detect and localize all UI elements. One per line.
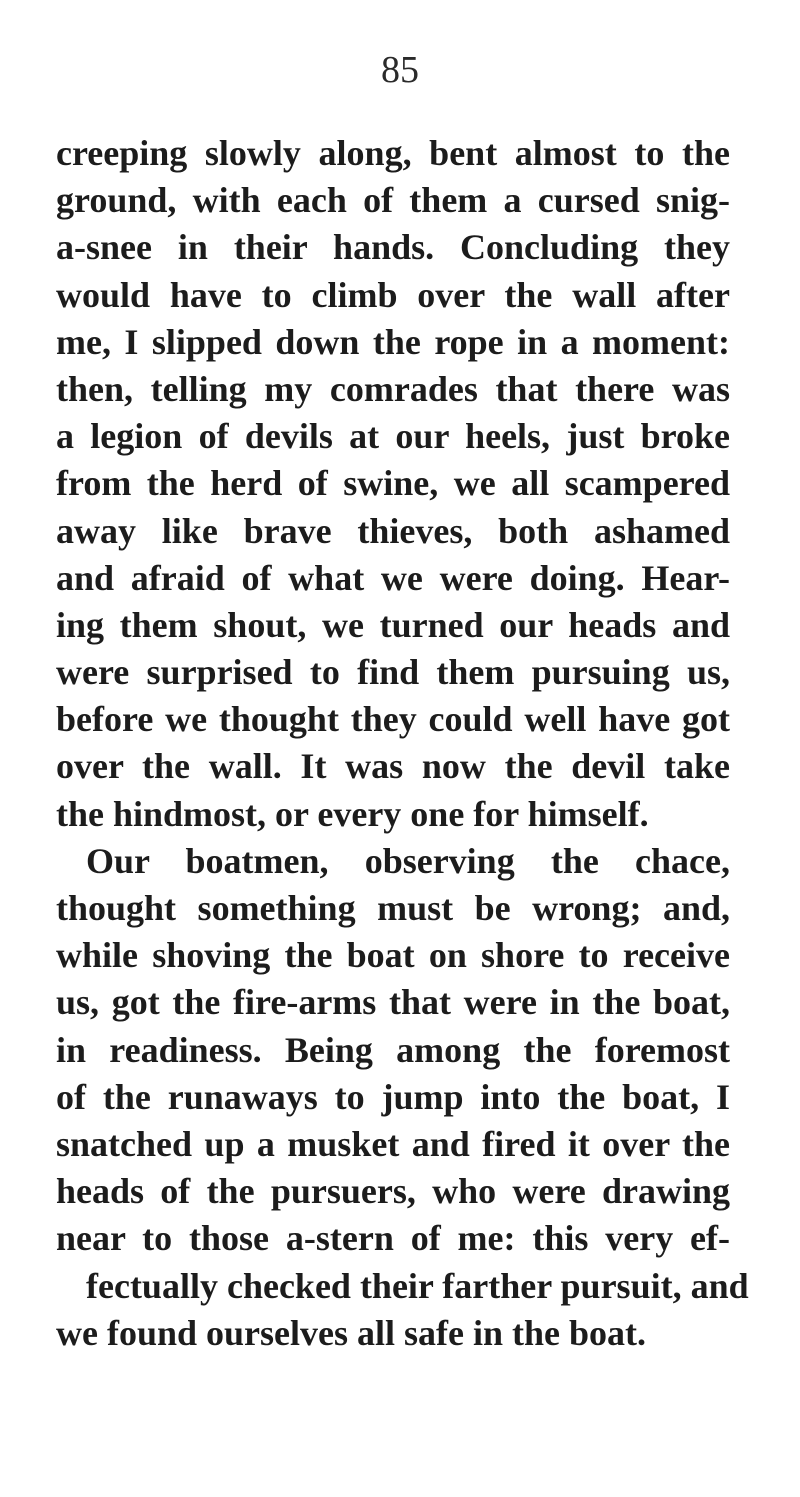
text-line: while shoving the boat on shore to receive <box>56 935 730 976</box>
text-line: Our boatmen, observing the chace, <box>86 840 730 881</box>
text-line: snatched up a musket and fired it over the <box>56 1123 730 1164</box>
text-line: were surprised to find them pursuing us, <box>56 652 730 693</box>
text-line: the hindmost, or every one for himself. <box>56 793 649 834</box>
text-line: near to those a-stern of me: this very ef- <box>56 1218 730 1259</box>
text-line: over the wall. It was now the devil take <box>56 746 730 787</box>
text-line: a legion of devils at our heels, just broke <box>56 416 730 457</box>
text-line: we found ourselves all safe in the boat. <box>56 1312 647 1353</box>
text-line: of the runaways to jump into the boat, I <box>56 1076 730 1117</box>
text-line: ing them shout, we turned our heads and <box>56 604 730 645</box>
text-line: me, I slipped down the rope in a moment: <box>56 321 730 362</box>
text-line: would have to climb over the wall after <box>56 274 730 315</box>
text-line: fectually checked their farther pursuit, and <box>86 1265 749 1306</box>
text-line: then, telling my comrades that there was <box>56 368 730 409</box>
text-line: thought something must be wrong; and, <box>56 888 730 928</box>
text-line: ground, with each of them a cursed snig- <box>56 180 730 221</box>
text-line: heads of the pursuers, who were drawing <box>56 1171 730 1212</box>
body-text <box>56 130 749 1357</box>
text-line: before we thought they could well have got <box>56 699 730 740</box>
text-line: creeping slowly along, bent almost to the <box>56 133 730 173</box>
text-line: us, got the fire-arms that were in the boat, <box>56 982 730 1023</box>
text-line: and afraid of what we were doing. Hear- <box>56 557 730 598</box>
text-line: in readiness. Being among the foremost <box>56 1029 730 1070</box>
text-line: a-snee in their hands. Concluding they <box>56 227 730 268</box>
page-number: 85 <box>381 49 419 91</box>
text-line: from the herd of swine, we all scampered <box>56 463 730 504</box>
text-line: away like brave thieves, both ashamed <box>56 510 730 551</box>
